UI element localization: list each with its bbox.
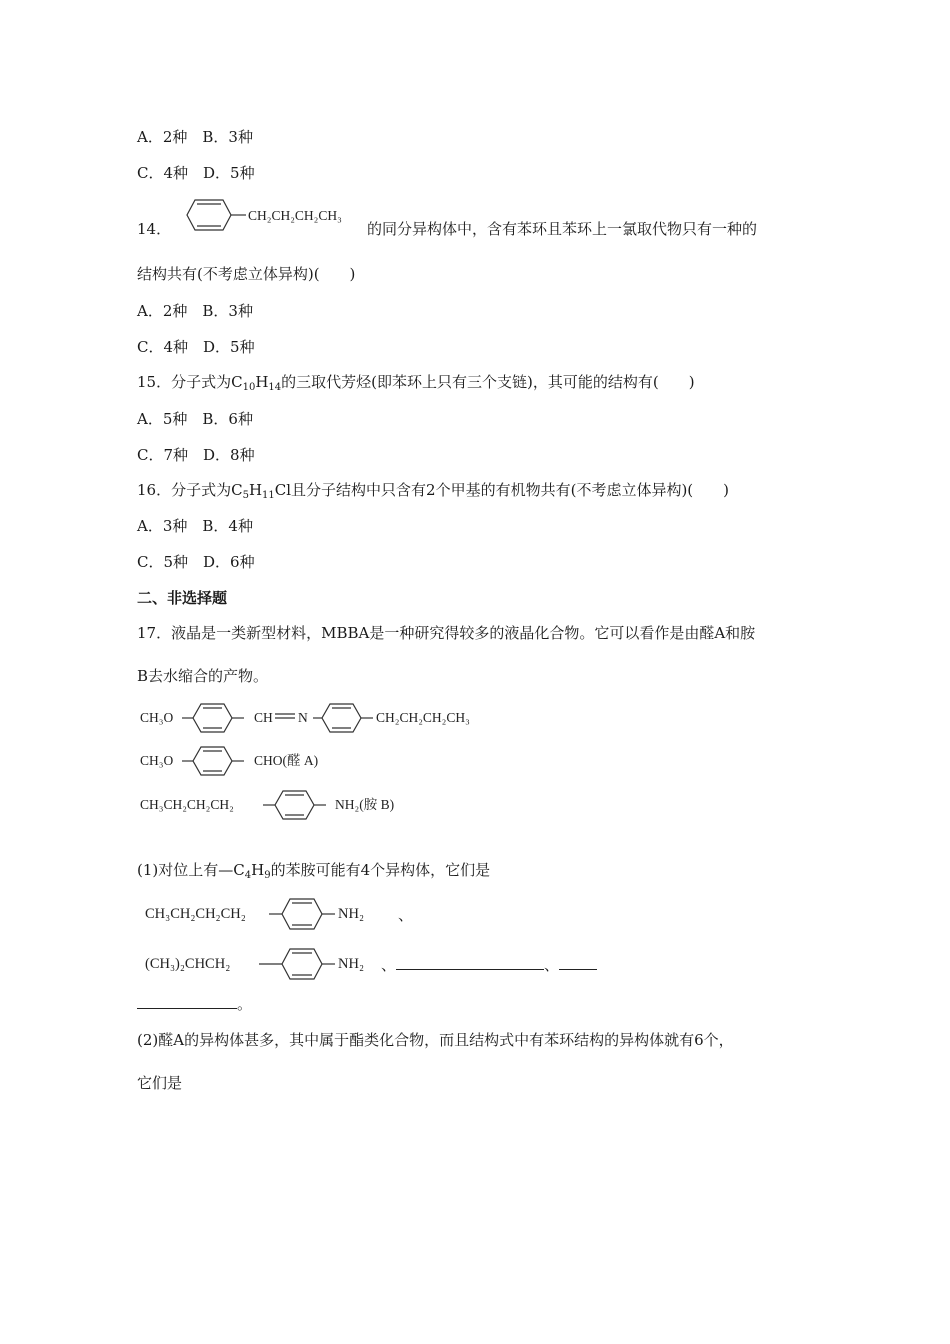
q16-options-1: A．3种 B．4种 bbox=[137, 517, 253, 535]
amine-b-left: CH₃CH₂CH₂CH₂ bbox=[140, 797, 234, 812]
benzene-ring-icon bbox=[315, 703, 365, 733]
aldehyde-a-right: CHO(醛 A) bbox=[254, 753, 319, 768]
q17-stem-line2: B去水缩合的产物。 bbox=[137, 667, 269, 685]
answer-blank-1[interactable] bbox=[396, 955, 544, 970]
q16-stem: 16．分子式为$C_5H_{11}Cl$且分子结构中只含有2个甲基的有机物共有(不考虑立体异构)( ) bbox=[137, 481, 730, 501]
benzene-ring-icon bbox=[186, 703, 236, 733]
section-heading: 二、非选择题 bbox=[137, 589, 228, 607]
q17-stem-line1: 17．液晶是一类新型材料，MBBA是一种研究得较多的液晶化合物。它可以看作是由醛A和胺 bbox=[137, 624, 756, 642]
double-bond-icon bbox=[275, 712, 297, 720]
isomer2-left: (CH₃)₂CHCH₂ bbox=[145, 956, 231, 972]
mbba-ch: CH bbox=[254, 710, 273, 725]
benzene-ring-icon bbox=[275, 898, 327, 930]
q14-stem: 的同分异构体中，含有苯环且苯环上一氯取代物只有一种的 bbox=[367, 220, 758, 238]
benzene-ring-icon bbox=[186, 746, 236, 776]
benzene-ring-icon bbox=[275, 948, 327, 980]
mbba-right-group: CH₂CH₂CH₂CH₃ bbox=[376, 710, 470, 725]
answer-blank-2[interactable] bbox=[559, 955, 597, 970]
q14-number: 14． bbox=[137, 220, 172, 238]
q15-options-2: C．7种 D．8种 bbox=[137, 446, 255, 464]
part1-stem: (1)对位上有$—C_4H_9$的苯胺可能有4个异构体，它们是 bbox=[137, 861, 491, 881]
part2-line1: (2)醛A的异构体甚多，其中属于酯类化合物，而且结构式中有苯环结构的异构体就有6个， bbox=[137, 1031, 734, 1049]
isomer1-right: NH₂ bbox=[338, 906, 364, 922]
aldehyde-a-left: CH₃O bbox=[140, 753, 174, 768]
part2-line2: 它们是 bbox=[137, 1074, 183, 1092]
isomer1-left: CH₃CH₂CH₂CH₂ bbox=[145, 906, 246, 922]
q15-stem: 15．分子式为$C_{10}H_{14}$的三取代芳烃(即苯环上只有三个支链)，其可能的结构有( ) bbox=[137, 373, 695, 393]
answer-blank-2-cont[interactable] bbox=[137, 994, 237, 1009]
isomer2-separator: 、 、 bbox=[381, 955, 597, 975]
q14-substituent: CH₂CH₂CH₂CH₃ bbox=[248, 208, 342, 223]
mbba-n: N bbox=[298, 710, 308, 725]
q14-options-2: C．4种 D．5种 bbox=[137, 338, 255, 356]
benzene-ring-icon bbox=[186, 198, 232, 232]
q16-options-2: C．5种 D．6种 bbox=[137, 553, 255, 571]
q14-options-1: A．2种 B．3种 bbox=[137, 302, 253, 320]
mbba-left-group: CH₃O bbox=[140, 710, 174, 725]
q13-options-2: C．4种 D．5种 bbox=[137, 164, 255, 182]
isomer1-separator: 、 bbox=[398, 906, 414, 924]
benzene-ring-icon bbox=[268, 790, 318, 820]
answer-line-end: 。 bbox=[137, 994, 252, 1014]
q14-stem-line2: 结构共有(不考虑立体异构)( ) bbox=[137, 265, 356, 283]
q13-options-1: A．2种 B．3种 bbox=[137, 128, 253, 146]
isomer2-right: NH₂ bbox=[338, 956, 364, 972]
amine-b-right: NH₂(胺 B) bbox=[335, 797, 395, 812]
q15-options-1: A．5种 B．6种 bbox=[137, 410, 253, 428]
